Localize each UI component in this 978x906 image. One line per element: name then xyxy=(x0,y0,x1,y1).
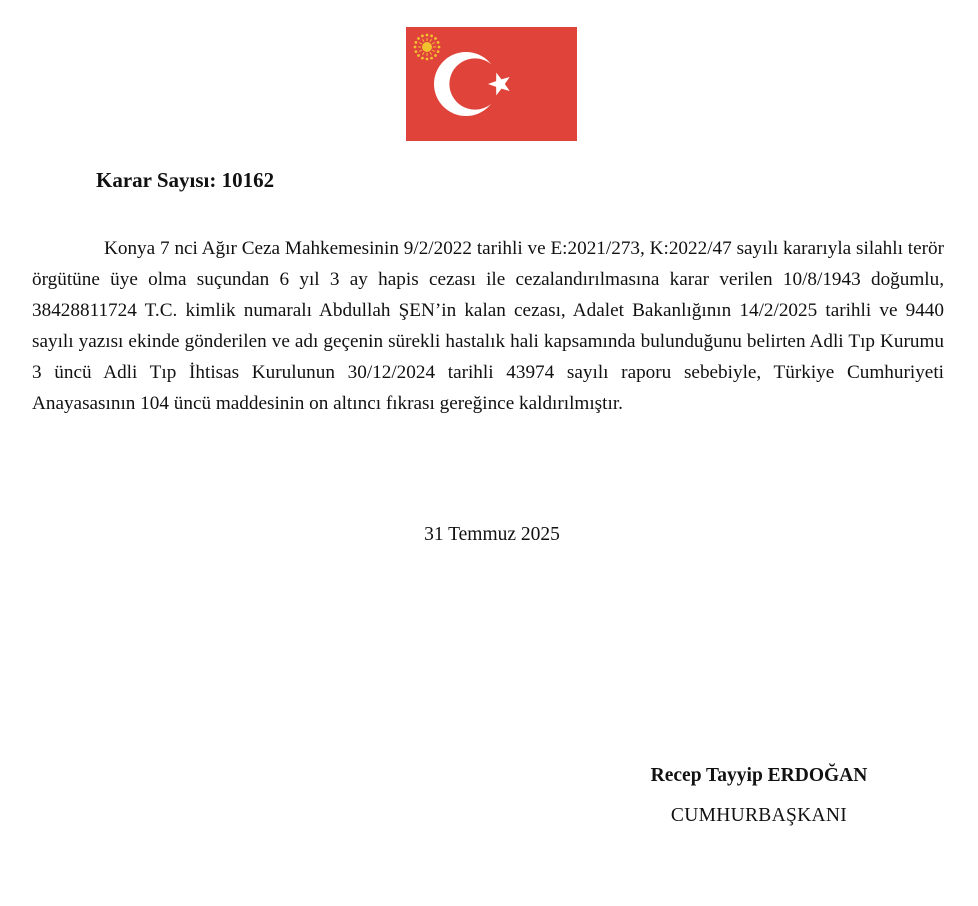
seal-sun xyxy=(422,42,432,52)
seal-star xyxy=(417,54,420,57)
decision-number-title: Karar Sayısı: 10162 xyxy=(96,168,275,192)
turkish-flag-icon xyxy=(406,27,577,141)
seal-star xyxy=(417,37,420,40)
decision-body-text: Konya 7 nci Ağır Ceza Mahkemesinin 9/2/2022 tarihli ve E:2021/273, K:2022/47 sayılı kararıyla silahlı terör örgütüne üye olma suçundan 6 yıl 3 ay hapis cezası ile cezalandırılmasına karar verilen 10/8/1943 doğumlu, 38428811724 T.C. kimlik numaralı Abdullah ŞEN’in kalan cezası, Adalet Bakanlığının 14/2/2025 tarihli ve 9440 sayılı yazısı ekinde gönderilen ve adı geçenin sürekli hastalık hali kapsamında bulunduğunu belirten Adli Tıp Kurumu 3 üncü Adli Tıp İhtisas Kurulunun 30/12/2024 tarihli 43974 sayılı raporu sebebiyle, Türkiye Cumhuriyeti Anayasasının 104 üncü maddesinin on altıncı fıkrası gereğince kaldırılmıştır. xyxy=(32,238,944,414)
seal-star xyxy=(438,46,441,49)
seal-star xyxy=(415,41,418,44)
seal-star xyxy=(414,46,417,49)
seal-star xyxy=(437,41,440,44)
seal-star xyxy=(426,58,429,61)
seal-star xyxy=(437,50,440,53)
flag-graphic xyxy=(406,27,577,141)
decision-date: 31 Temmuz 2025 xyxy=(424,524,560,545)
seal-star xyxy=(430,35,433,38)
signatory-name: Recep Tayyip ERDOĞAN xyxy=(650,765,868,786)
seal-star xyxy=(421,35,424,38)
seal-star xyxy=(434,54,437,57)
seal-star xyxy=(421,57,424,60)
seal-star xyxy=(430,57,433,60)
signatory-title: CUMHURBAŞKANI xyxy=(670,805,848,826)
seal-star xyxy=(426,34,429,37)
seal-star xyxy=(434,37,437,40)
seal-star xyxy=(415,50,418,53)
